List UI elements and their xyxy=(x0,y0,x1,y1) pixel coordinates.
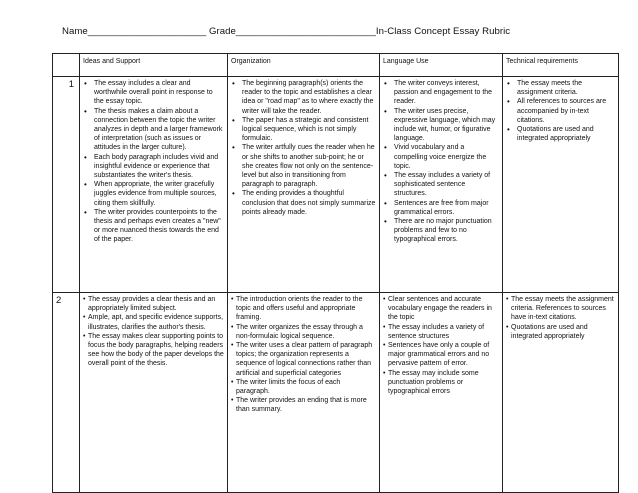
cell-ideas xyxy=(80,293,228,493)
cell-language xyxy=(380,293,503,493)
column-header-language: Language Use xyxy=(380,54,503,77)
bullet-list xyxy=(231,79,376,217)
list-item: • The writer uses precise, expressive language, which may include wit, humor, or figurative language. xyxy=(383,107,499,144)
list-item: • All references to sources are accompanied by in-text citations. xyxy=(506,97,615,125)
column-header-organization: Organization xyxy=(228,54,380,77)
list-item: • Vivid vocabulary and a compelling voice energize the topic. xyxy=(383,143,499,171)
list-item: • The writer limits the focus of each paragraph. xyxy=(231,378,376,396)
cell-organization xyxy=(228,77,380,293)
cell-ideas xyxy=(80,77,228,293)
list-item: • Ample, apt, and specific evidence supports, illustrates, clarifies the author's thesis. xyxy=(83,313,224,331)
bullet-list xyxy=(506,295,615,341)
cell-technical xyxy=(503,77,619,293)
list-item: • The ending provides a thoughtful conclusion that does not simply summarize points already made. xyxy=(231,189,376,217)
list-item: • The paper has a strategic and consistent logical sequence, which is not simply formulaic. xyxy=(231,116,376,144)
list-item: • The essay provides a clear thesis and an appropriately limited subject. xyxy=(83,295,224,313)
list-item: • The essay meets the assignment criteria. xyxy=(506,79,615,97)
header-row xyxy=(53,54,619,77)
list-item: • The writer artfully cues the reader when he or she shifts to another sub-point; he or she creates flow not only on the sentence-level but also in transitioning from paragraph to paragraph. xyxy=(231,143,376,189)
list-item: • The introduction orients the reader to the topic and offers useful and appropriate framing. xyxy=(231,295,376,323)
list-item: • When appropriate, the writer gracefully juggles evidence from multiple sources, citing them skillfully. xyxy=(83,180,224,208)
table-row xyxy=(53,293,619,493)
list-item: • Sentences are free from major grammatical errors. xyxy=(383,199,499,217)
list-item: • Sentences have only a couple of major grammatical errors and no pervasive pattern of error. xyxy=(383,341,499,369)
bullet-list xyxy=(83,79,224,245)
column-header-technical: Technical requirements xyxy=(503,54,619,77)
list-item: • The thesis makes a claim about a connection between the topic the writer analyzes in depth and a larger framework of interpretation (such as issues or attitudes in the larger culture). xyxy=(83,107,224,153)
bullet-list xyxy=(383,79,499,245)
list-item: • The writer conveys interest, passion and engagement to the reader. xyxy=(383,79,499,107)
list-item: • The essay includes a variety of sophisticated sentence structures. xyxy=(383,171,499,199)
list-item: • The writer uses a clear pattern of paragraph topics; the organization represents a sequence of logical connections rather than artificial and superficial categories xyxy=(231,341,376,378)
corner-cell xyxy=(53,54,80,77)
bullet-list xyxy=(506,79,615,143)
row-number: 1 xyxy=(53,77,80,293)
row-number: 2 xyxy=(53,293,80,493)
cell-organization xyxy=(228,293,380,493)
list-item: • Clear sentences and accurate vocabulary engage the readers in the topic xyxy=(383,295,499,323)
column-header-ideas: Ideas and Support xyxy=(80,54,228,77)
cell-technical xyxy=(503,293,619,493)
list-item: • The essay may include some punctuation problems or typographical errors xyxy=(383,369,499,397)
list-item: • Quotations are used and integrated appropriately xyxy=(506,323,615,341)
list-item: • Quotations are used and integrated appropriately xyxy=(506,125,615,143)
list-item: • The writer provides an ending that is more than summary. xyxy=(231,396,376,414)
table-row xyxy=(53,77,619,293)
bullet-list xyxy=(383,295,499,396)
cell-language xyxy=(380,77,503,293)
list-item: • Each body paragraph includes vivid and insightful evidence or experience that substantiates the writer's thesis. xyxy=(83,153,224,181)
list-item: • The essay meets the assignment criteria. References to sources have in-text citations. xyxy=(506,295,615,323)
list-item: • The essay includes a clear and worthwhile overall point in response to the essay topic. xyxy=(83,79,224,107)
list-item: • The essay includes a variety of sentence structures xyxy=(383,323,499,341)
bullet-list xyxy=(83,295,224,369)
bullet-list xyxy=(231,295,376,415)
list-item: • The writer organizes the essay through a non-formulaic logical sequence. xyxy=(231,323,376,341)
document-header: Name______________________ Grade__________________________In-Class Concept Essay Rubric xyxy=(62,26,511,37)
list-item: • The beginning paragraph(s) orients the reader to the topic and establishes a clear idea or "road map" as to where exactly the writer will take the reader. xyxy=(231,79,376,116)
list-item: • There are no major punctuation problems and few to no typographical errors. xyxy=(383,217,499,245)
list-item: • The essay makes clear supporting points to focus the body paragraphs, helping readers see how the body of the paper develops the overall point of the thesis. xyxy=(83,332,224,369)
list-item: • The writer provides counterpoints to the thesis and perhaps even creates a "new" or more nuanced thesis towards the end of the paper. xyxy=(83,208,224,245)
rubric-table xyxy=(52,53,619,493)
